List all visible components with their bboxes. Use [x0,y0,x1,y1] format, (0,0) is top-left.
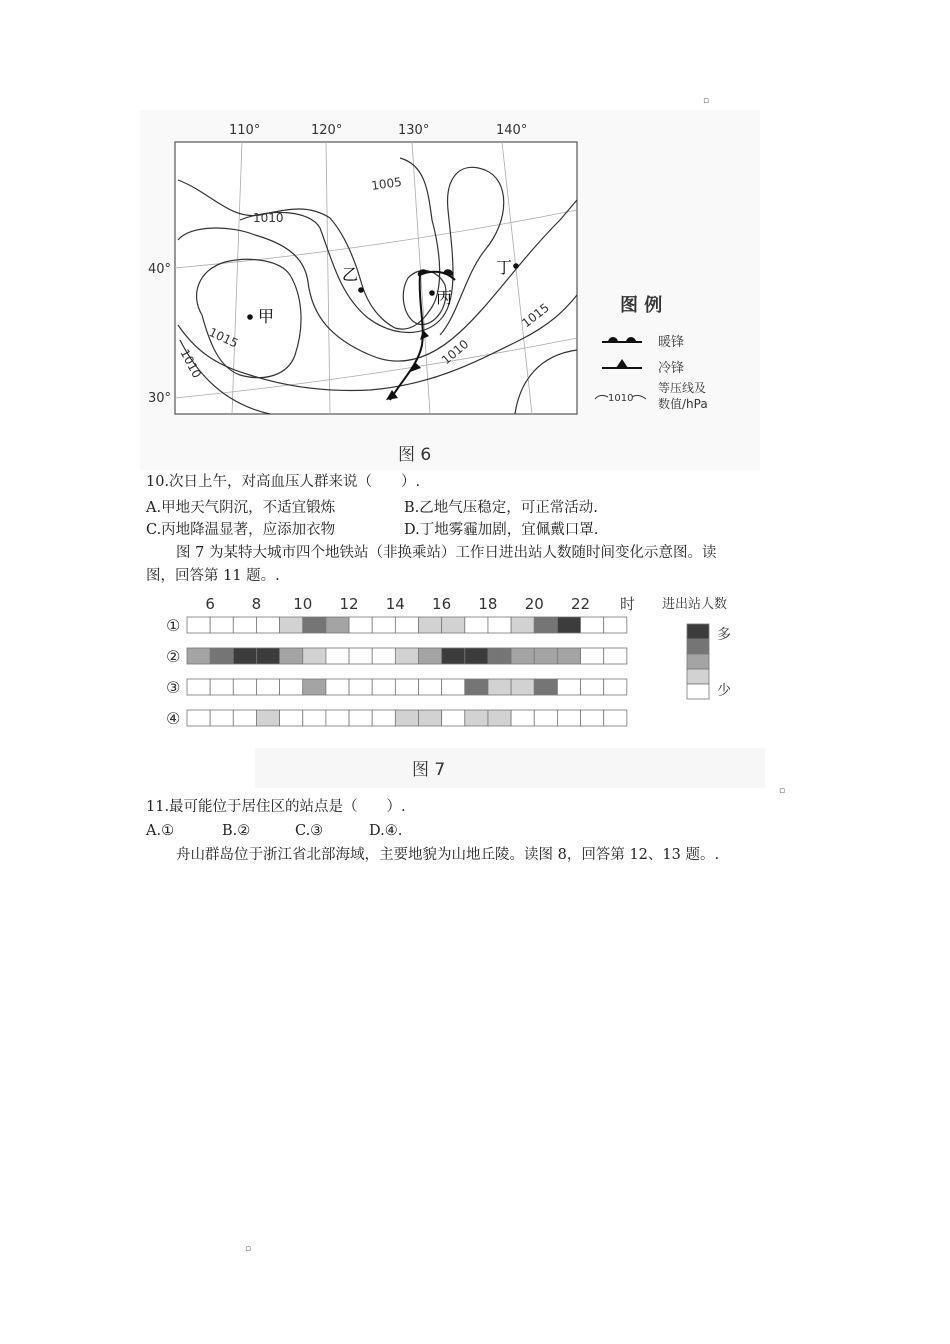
grid-cell [372,617,395,633]
fig7-intro-line2: 图，回答第 11 题。. [146,568,280,584]
grid-cell [488,617,511,633]
grid-cell [256,648,279,664]
grid-cell [326,710,349,726]
legend-isobar-text-2: 数值/hPa [658,397,708,411]
grid-cell [465,648,488,664]
place-label-bing: 丙 [436,288,453,307]
grid-cell [395,679,418,695]
isobar-value: 1010 [177,346,205,381]
station-row-label: ③ [166,678,181,697]
place-label-jia: 甲 [258,307,275,326]
grid-cell [465,679,488,695]
hour-tick-label: 20 [524,595,544,613]
figure-7-legend [662,596,731,699]
figure-6-caption: 图 6 [398,445,432,465]
grid-cell [210,710,233,726]
place-dot-ding [513,263,519,269]
fig7-intro-line1: 图 7 为某特大城市四个地铁站（非换乘站）工作日进出站人数随时间变化示意图。读 [176,545,717,561]
hour-tick-label: 14 [385,595,405,613]
caption-background [255,748,765,788]
q10-option-c: C.丙地降温显著，应添加衣物 [146,522,336,538]
scan-mark: ▫ [779,786,786,796]
grid-cell [557,679,580,695]
grid-cell [210,617,233,633]
legend-swatch [687,639,709,654]
grid-cell [349,617,372,633]
isobar-value: 1010 [253,211,284,225]
grid-cell [303,710,326,726]
q11-option-c: C.③ [295,823,324,839]
q11-stem: 11.最可能位于居住区的站点是（ ）. [146,799,406,815]
figure-7-station-chart [160,588,770,788]
legend-cold-front: 冷锋 [658,361,685,376]
station-grid [187,617,627,726]
legend-more: 多 [717,627,731,643]
fig8-intro: 舟山群岛位于浙江省北部海域，主要地貌为山地丘陵。读图 8，回答第 12、13 题。. [176,847,720,863]
legend-less: 少 [717,683,731,699]
grid-cell [280,648,303,664]
place-dot-bing [429,290,435,296]
grid-cell [488,648,511,664]
legend-title: 进出站人数 [662,597,728,612]
grid-cell [303,648,326,664]
grid-cell [511,648,534,664]
grid-cell [349,710,372,726]
grid-cell [465,617,488,633]
grid-cell [372,710,395,726]
grid-cell [280,679,303,695]
grid-cell [534,648,557,664]
grid-cell [233,617,256,633]
grid-cell [187,710,210,726]
grid-cell [395,648,418,664]
hour-unit-label: 时 [620,595,636,613]
grid-cell [557,648,580,664]
grid-cell [187,617,210,633]
grid-cell [534,617,557,633]
q11-option-d: D.④. [369,823,403,839]
lon-label: 140° [496,123,528,138]
lat-label: 40° [148,262,172,277]
grid-cell [395,710,418,726]
grid-cell [372,648,395,664]
grid-cell [581,617,604,633]
grid-cell [187,679,210,695]
hour-tick-label: 10 [293,595,313,613]
grid-cell [604,617,627,633]
grid-cell [511,617,534,633]
legend-swatch [687,624,709,639]
grid-cell [557,710,580,726]
lon-label: 130° [398,123,430,138]
q10-stem: 10.次日上午，对高血压人群来说（ ）. [146,474,421,490]
grid-cell [442,679,465,695]
hour-tick-label: 22 [570,595,591,613]
grid-cell [303,679,326,695]
grid-cell [210,648,233,664]
grid-cell [419,679,442,695]
scan-mark: ▫ [703,96,710,106]
q10-option-d: D.丁地雾霾加剧，宜佩戴口罩. [404,522,599,538]
grid-cell [511,679,534,695]
grid-cell [280,617,303,633]
legend-swatch [687,684,709,699]
place-label-ding: 丁 [496,258,513,277]
q11-option-a: A.① [146,823,175,839]
lon-label: 120° [311,123,343,138]
grid-cell [372,679,395,695]
grid-cell [187,648,210,664]
grid-cell [233,648,256,664]
legend-warm-front: 暖锋 [658,335,685,350]
place-label-yi: 乙 [342,265,359,284]
grid-cell [233,679,256,695]
grid-cell [419,710,442,726]
grid-cell [303,617,326,633]
grid-cell [442,617,465,633]
grid-cell [581,710,604,726]
isobar-value: 1005 [370,174,403,193]
q10-option-a: A.甲地天气阴沉，不适宜锻炼 [146,500,336,516]
grid-cell [581,648,604,664]
grid-cell [233,710,256,726]
station-row-label: ② [166,647,181,666]
place-dot-yi [358,287,364,293]
hour-tick-label: 16 [432,595,452,613]
row-labels [166,616,180,728]
hour-labels [205,595,590,613]
legend-swatch [687,669,709,684]
grid-cell [326,617,349,633]
grid-cell [349,679,372,695]
grid-cell [534,679,557,695]
grid-cell [419,648,442,664]
grid-cell [210,679,233,695]
legend-swatch [687,654,709,669]
legend-isobar-text-1: 等压线及 [658,381,707,395]
grid-cell [395,617,418,633]
grid-cell [511,710,534,726]
grid-cell [280,710,303,726]
grid-cell [604,648,627,664]
grid-cell [349,648,372,664]
q11-option-b: B.② [222,823,251,839]
grid-cell [488,679,511,695]
grid-cell [465,710,488,726]
hour-tick-label: 8 [251,595,262,613]
lon-label: 110° [229,123,261,138]
hour-tick-label: 6 [205,595,215,613]
hour-tick-label: 12 [339,595,359,613]
grid-cell [581,679,604,695]
grid-cell [442,710,465,726]
grid-cell [326,648,349,664]
grid-cell [604,679,627,695]
scan-mark: ▫ [245,1244,252,1254]
grid-cell [442,648,465,664]
grid-cell [604,710,627,726]
station-row-label: ① [166,616,181,635]
grid-cell [256,679,279,695]
figure-7-caption: 图 7 [412,760,446,780]
grid-cell [557,617,580,633]
grid-cell [534,710,557,726]
grid-cell [256,710,279,726]
q10-option-b: B.乙地气压稳定，可正常活动. [404,500,598,516]
grid-cell [326,679,349,695]
isobar-value: 1015 [206,325,241,351]
hour-tick-label: 18 [478,595,498,613]
station-row-label: ④ [166,709,181,728]
isobar-value: 1015 [519,300,552,331]
grid-cell [256,617,279,633]
figure-6-weather-map [140,110,760,470]
lat-label: 30° [148,391,172,406]
place-dot-jia [247,314,253,320]
isobar-value: 1010 [438,336,472,368]
grid-cell [419,617,442,633]
legend-isobar-sample: 1010 [608,393,634,404]
legend-title: 图 例 [620,295,663,316]
grid-cell [488,710,511,726]
